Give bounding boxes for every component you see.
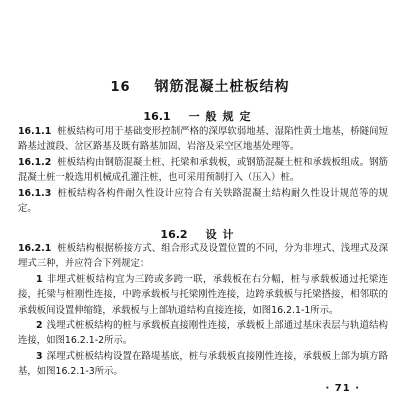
- section-number: 16.2: [160, 228, 188, 241]
- section-body-16-1: [18, 124, 388, 216]
- list-item-paragraph: [18, 349, 388, 380]
- clause-text: 桩板结构可用于基础变形控制严格的深厚软弱地基、湿陷性黄土地基，桥隧间短路基过渡段、岔区路基及既有路基加固、岩溶及采空区地基处理等。: [18, 126, 388, 153]
- clause-paragraph: [18, 241, 388, 272]
- clause-paragraph: [18, 124, 388, 155]
- item-number: 2: [36, 320, 43, 332]
- list-item-paragraph: [18, 272, 388, 318]
- section-number: 16.1: [143, 110, 171, 123]
- section-title: 一般规定: [188, 110, 257, 123]
- chapter-title-text: 钢筋混凝土桩板结构: [154, 79, 290, 95]
- clause-number: 16.1.1: [18, 126, 52, 137]
- section-body-16-2: [18, 241, 388, 380]
- section-title: 设计: [205, 228, 240, 241]
- clause-text: 桩板结构各构件耐久性设计应符合有关铁路混凝土结构耐久性设计规范等的规定。: [18, 187, 388, 215]
- clause-paragraph: [18, 186, 388, 217]
- clause-text: 桩板结构由钢筋混凝土桩、托梁和承载板，或钢筋混凝土桩和承载板组成。钢筋混凝土桩一般选用机械成孔灌注桩，也可采用预制打入（压入）桩。: [18, 156, 388, 184]
- list-item-paragraph: [18, 318, 388, 349]
- clause-number: 16.1.2: [18, 156, 52, 168]
- item-number: 3: [36, 350, 43, 362]
- item-number: 1: [36, 273, 43, 285]
- page-number: · 71 ·: [325, 383, 360, 394]
- clause-number: 16.2.1: [18, 243, 52, 254]
- clause-paragraph: [18, 155, 388, 186]
- section-heading-16-1: [0, 108, 400, 124]
- item-text: 非埋式桩板结构宜为三跨或多跨一联，承载板在右分幅，桩与承载板通过托梁连接，托梁与桩刚性连接，中跨承载板与托梁刚性连接，边跨承载板与托梁搭接，相邻联的承载板间设置伸缩缝，承载板与上部轨道结构直接连接，如图16.2.1-1所示。: [18, 273, 388, 316]
- clause-number: 16.1.3: [18, 187, 52, 199]
- section-heading-16-2: [0, 226, 400, 242]
- clause-text: 桩板结构根据桥接方式、组合形式及设置位置的不同，分为非埋式、浅埋式及深埋式三种，并应符合下列规定：: [18, 243, 388, 270]
- chapter-number: 16: [110, 80, 131, 95]
- item-text: 浅埋式桩板结构的桩与承载板直接刚性连接，承载板上部通过基床表层与轨道结构连接，如图16.2.1-2所示。: [18, 320, 388, 347]
- chapter-title: [0, 76, 400, 96]
- item-text: 深埋式桩板结构设置在路堤基底，桩与承载板直接刚性连接，承载板上部为填方路基，如图16.2.1-3所示。: [18, 350, 388, 378]
